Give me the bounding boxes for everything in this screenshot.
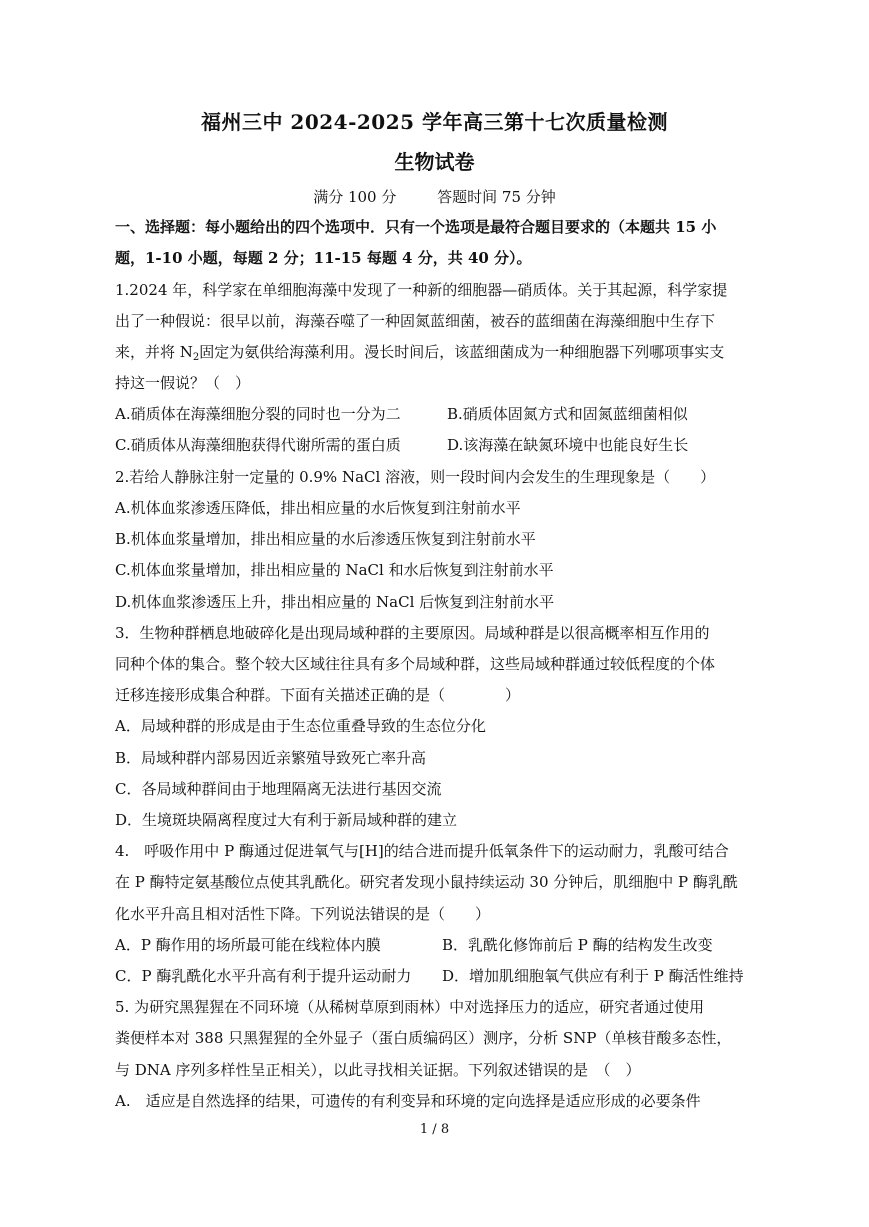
q3-stem-line-2: 同种个体的集合。整个较大区域往往具有多个局域种群，这些局域种群通过较低程度的个体 xyxy=(115,655,716,673)
q5-stem-line-2: 粪便样本对 388 只黑猩猩的全外显子（蛋白质编码区）测序，分析 SNP（单核苷酸多态性， xyxy=(115,1029,732,1047)
q5-stem-line-1: 5. 为研究黑猩猩在不同环境（从稀树草原到雨林）中对选择压力的适应，研究者通过使用 xyxy=(115,998,705,1016)
q4-options-row-2 xyxy=(115,966,765,986)
full-score: 满分 100 分 xyxy=(313,188,397,206)
q4-option-c: C．P 酶乳酰化水平升高有利于提升运动耐力 xyxy=(115,967,412,985)
exam-title: 福州三中 2024-2025 学年高三第十七次质量检测 xyxy=(200,110,669,134)
q5-option-a: A. 适应是自然选择的结果，可遗传的有利变异和环境的定向选择是适应形成的必要条件 xyxy=(115,1092,701,1110)
q4-option-b: B．乳酰化修饰前后 P 酶的结构发生改变 xyxy=(442,936,713,954)
q1-options-row-2 xyxy=(115,435,765,455)
q1-stem-line-4: 持这一假说？（ ） xyxy=(115,374,251,392)
q4-stem-line-3: 化水平升高且相对活性下降。下列说法错误的是（ ） xyxy=(115,905,491,923)
q3-option-b: B．局域种群内部易因近亲繁殖导致死亡率升高 xyxy=(115,749,427,767)
q1-stem-line-2: 出了一种假说：很早以前，海藻吞噬了一种固氮蓝细菌，被吞的蓝细菌在海藻细胞中生存下 xyxy=(115,312,716,330)
q3-stem-line-1: 3．生物种群栖息地破碎化是出现局域种群的主要原因。局域种群是以很高概率相互作用的 xyxy=(115,624,710,642)
q1-option-c: C.硝质体从海藻细胞获得代谢所需的蛋白质 xyxy=(115,436,401,454)
answer-time: 答题时间 75 分钟 xyxy=(437,188,556,206)
q1-stem-line-3b: 固定为氨供给海藻利用。漫长时间后，该蓝细菌成为一种细胞器下列哪项事实支 xyxy=(199,343,725,361)
q1-option-d: D.该海藻在缺氮环境中也能良好生长 xyxy=(447,436,689,454)
q1-stem-line-3a: 来，并将 N xyxy=(115,343,193,361)
q1-subscript: 2 xyxy=(192,352,200,363)
q4-option-a: A．P 酶作用的场所最可能在线粒体内膜 xyxy=(115,936,381,954)
q3-option-d: D．生境斑块隔离程度过大有利于新局域种群的建立 xyxy=(115,811,458,829)
q5-stem-line-3: 与 DNA 序列多样性呈正相关），以此寻找相关证据。下列叙述错误的是 （ ） xyxy=(115,1061,641,1079)
q3-option-c: C．各局域种群间由于地理隔离无法进行基因交流 xyxy=(115,780,442,798)
q1-option-a: A.硝质体在海藻细胞分裂的同时也一分为二 xyxy=(115,405,401,423)
q4-stem-line-1: 4. 呼吸作用中 P 酶通过促进氧气与[H]的结合进而提升低氧条件下的运动耐力，乳酸可结合 xyxy=(115,842,729,860)
q4-options-row-1 xyxy=(115,935,765,955)
section-heading-line-1: 一、选择题：每小题给出的四个选项中．只有一个选项是最符合题目要求的（本题共 15 小 xyxy=(115,218,717,236)
q2-option-c: C.机体血浆量增加，排出相应量的 NaCl 和水后恢复到注射前水平 xyxy=(115,561,554,579)
exam-meta xyxy=(0,186,869,207)
page-number: 1 / 8 xyxy=(419,1122,450,1137)
q2-option-d: D.机体血浆渗透压上升，排出相应量的 NaCl 后恢复到注射前水平 xyxy=(115,593,555,611)
q4-option-d: D．增加肌细胞氧气供应有利于 P 酶活性维持 xyxy=(442,967,744,985)
q1-options-row-1 xyxy=(115,404,765,424)
q4-stem-line-2: 在 P 酶特定氨基酸位点使其乳酰化。研究者发现小鼠持续运动 30 分钟后，肌细胞中 P 酶乳酰 xyxy=(115,873,738,891)
exam-subtitle: 生物试卷 xyxy=(394,150,475,174)
q3-option-a: A．局域种群的形成是由于生态位重叠导致的生态位分化 xyxy=(115,717,486,735)
q2-stem: 2.若给人静脉注射一定量的 0.9% NaCl 溶液，则一段时间内会发生的生理现象是（ ） xyxy=(115,468,716,486)
q2-option-a: A.机体血浆渗透压降低，排出相应量的水后恢复到注射前水平 xyxy=(115,499,521,517)
q1-option-b: B.硝质体固氮方式和固氮蓝细菌相似 xyxy=(447,405,688,423)
section-heading-line-2: 题，1-10 小题，每题 2 分；11-15 每题 4 分，共 40 分）。 xyxy=(115,249,532,267)
q1-stem-line-1: 1.2024 年，科学家在单细胞海藻中发现了一种新的细胞器—硝质体。关于其起源，科学家提 xyxy=(115,281,728,299)
q1-stem-line-3 xyxy=(115,342,765,368)
q2-option-b: B.机体血浆量增加，排出相应量的水后渗透压恢复到注射前水平 xyxy=(115,530,536,548)
q3-stem-line-3: 迁移连接形成集合种群。下面有关描述正确的是（ ） xyxy=(115,686,521,704)
